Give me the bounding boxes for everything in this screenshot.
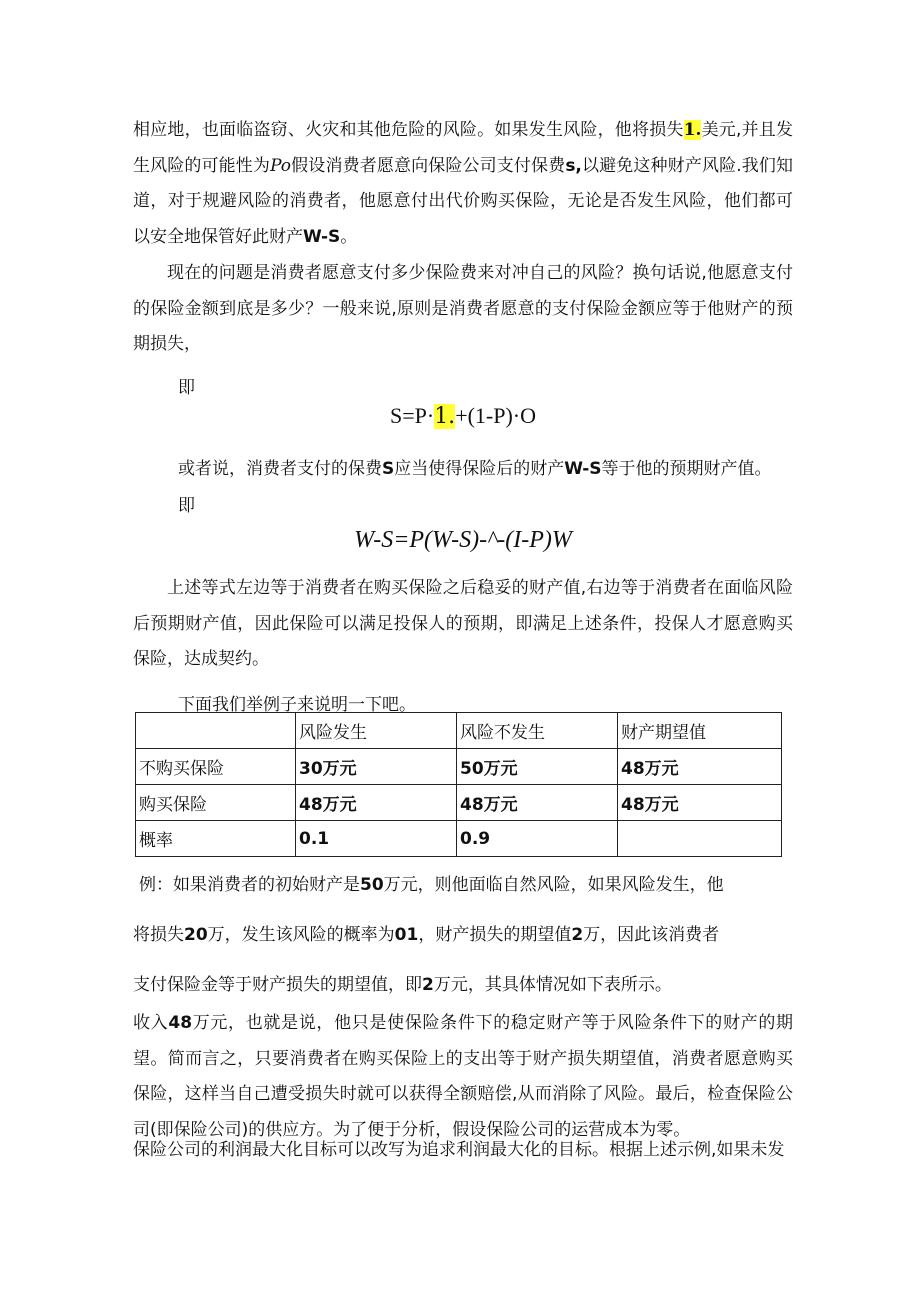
text-run: 万，发生该风险的概率为 (207, 925, 395, 945)
text-run: 万元，则他面临自然风险，如果风险发生，他 (383, 875, 724, 895)
table-cell: 0.1 (296, 821, 457, 857)
example-number: 48 (168, 1013, 193, 1033)
table-row (136, 749, 782, 785)
text-run: 支付保险金等于财产损失的期望值，即 (133, 975, 422, 995)
paragraph-risk-intro (133, 113, 793, 255)
table-header-cell (136, 713, 296, 749)
formula-expected-wealth: W-S=P(W-S)-^-(I-P)W (354, 527, 572, 553)
text-run: ，财产损失的期望值 (418, 925, 572, 945)
table-cell: 30万元 (296, 749, 457, 785)
table-cell (618, 821, 782, 857)
paragraph-explanation: 上述等式左边等于消费者在购买保险之后稳妥的财产值,右边等于消费者在面临风险后预期财产值，因此保险可以满足投保人的预期，即满足上述条件，投保人才愿意购买保险，达成契约。 (133, 578, 793, 669)
table-cell: 50万元 (457, 749, 618, 785)
math-variable-s: s, (565, 155, 582, 176)
text-run: 将损失 (133, 925, 184, 945)
highlighted-formula-term: 1. (434, 404, 456, 429)
example-number: 50 (360, 875, 384, 895)
text-run: 以避免这种财产风险.我们知道，对于规避风险的消费者，他愿意付出代价购买保险，无论是否发生风险，他们都可以安全地保管好此财产 (133, 155, 794, 247)
table-header-cell: 风险不发生 (457, 713, 618, 749)
text-run: 万，因此该消费者 (583, 925, 720, 945)
paragraph-conclusion (133, 1006, 793, 1148)
table-row (136, 821, 782, 857)
example-line-2 (133, 920, 719, 945)
insurance-table (135, 712, 782, 857)
math-variable-p: Po (270, 155, 292, 176)
highlighted-loss-value: 1. (683, 120, 702, 140)
label-ji: 即 (178, 378, 195, 398)
table-row-label: 不购买保险 (136, 749, 296, 785)
table-header-cell: 风险发生 (296, 713, 457, 749)
table-cell: 48万元 (618, 785, 782, 821)
text-run: 。 (340, 226, 358, 247)
formula-part: +(1-P)·O (455, 403, 537, 428)
math-expression-w-s: W-S (303, 226, 341, 247)
formula-premium (133, 403, 793, 429)
math-expression-w-s: W-S (564, 459, 602, 479)
text-run: 万元，其具体情况如下表所示。 (433, 975, 672, 995)
text-run: 应当使得保险后的财产 (394, 459, 565, 479)
example-line-3 (133, 970, 672, 995)
text-run: 万元，也就是说，他只是使保险条件下的稳定财产等于风险条件下的财产的期望。简而言之，只要消费者在购买保险上的支出等于财产损失期望值，消费者愿意购买保险，这样当自己遭受损失时就可以获得全额赔偿,从而消除了风险。最后，检查保险公司(即保险公司)的供应方。为了便于分析，假设保险公司的运营成本为零。 (133, 1013, 794, 1140)
formula-part: S=P· (389, 403, 435, 428)
example-number: 2 (571, 925, 584, 945)
label-ji: 即 (178, 496, 195, 516)
text-run: 或者说，消费者支付的保费 (178, 459, 382, 479)
table-cell: 0.9 (457, 821, 618, 857)
paragraph-insurer-profit: 保险公司的利润最大化目标可以改写为追求利润最大化的目标。根据上述示例,如果未发 (133, 1140, 785, 1160)
text-run: 假设消费者愿意向保险公司支付保费 (291, 155, 566, 176)
table-cell: 48万元 (457, 785, 618, 821)
table-row (136, 785, 782, 821)
table-header-row (136, 713, 782, 749)
text-run: 相应地，也面临盗窃、火灾和其他危险的风险。如果发生风险，他将损失 (133, 120, 684, 140)
math-variable-s: S (382, 459, 395, 479)
paragraph-premium-condition (178, 454, 772, 479)
example-number: 2 (422, 975, 434, 995)
paragraph-example-intro: 下面我们举例子来说明一下吧。 (178, 695, 416, 715)
table-row-label: 购买保险 (136, 785, 296, 821)
example-number: 01 (394, 925, 419, 945)
example-number: 20 (184, 925, 208, 945)
table-row-label: 概率 (136, 821, 296, 857)
table-header-cell: 财产期望值 (618, 713, 782, 749)
example-line-1 (139, 870, 724, 895)
text-run: 收入 (133, 1013, 169, 1033)
table-cell: 48万元 (618, 749, 782, 785)
text-run: 美元,并且发生风险的可能性为 (133, 120, 794, 176)
paragraph-question: 现在的问题是消费者愿意支付多少保险费来对冲自己的风险？换句话说,他愿意支付的保险金额到底是多少？一般来说,原则是消费者愿意的支付保险金额应等于他财产的预期损失， (133, 263, 793, 354)
text-run: 例：如果消费者的初始财产是 (139, 875, 360, 895)
table-cell: 48万元 (296, 785, 457, 821)
text-run: 等于他的预期财产值。 (601, 459, 772, 479)
